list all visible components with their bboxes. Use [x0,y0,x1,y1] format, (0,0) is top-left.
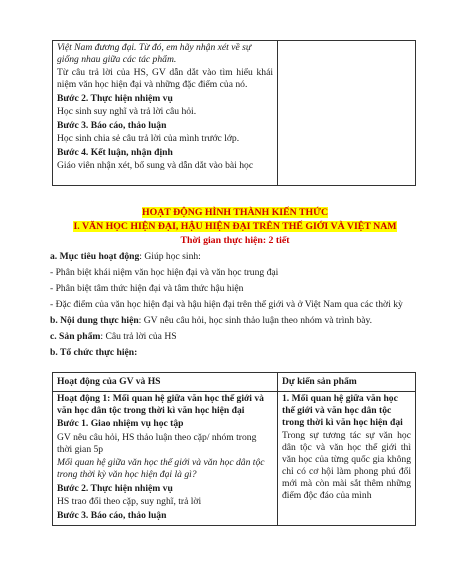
table-cell-right [278,41,416,186]
table-row [53,391,416,525]
bullet-item: - Phân biệt khái niệm văn học hiện đại và văn học trung đại [50,266,279,278]
product-title: 1. Mối quan hệ giữa văn học thế giới và văn học dân tộc trong thời kì văn học hiện đại [282,392,403,428]
step-1-text: GV nêu câu hỏi, HS thảo luận theo cặp/ nhóm trong thời gian 5p [57,431,257,455]
step-3-heading: Bước 3. Báo cáo, thảo luận [57,119,167,131]
table-row [53,41,416,186]
question-continued: Việt Nam đương đại. Từ đó, em hãy nhận xét về sự giống nhau giữa các tác phẩm. [57,42,252,65]
activity-title: Hoạt động 1: Mối quan hệ giữa văn học thế giới và văn học dân tộc trong thời kì văn học hiện đại [57,392,264,416]
step-4-text: Giáo viên nhận xét, bổ sung và dẫn dắt vào bài học [57,160,254,172]
activity-table [52,372,416,526]
table-cell-left [53,391,278,525]
discussion-question: Mối quan hệ giữa văn học thế giới và văn học dân tộc trong thời kỳ văn học hiện đại là gì? [57,457,265,481]
product-c: c. Sản phẩm: Câu trả lời của HS [50,330,177,342]
step-2-heading: Bước 2. Thực hiện nhiệm vụ [57,92,173,104]
bullet-item: - Đặc điểm của văn học hiện đại và hậu hiện đại trên thế giới và ở Việt Nam qua các thời kỳ [50,298,403,310]
step-2-heading: Bước 2. Thực hiện nhiệm vụ [57,482,173,494]
time-label: Thời gian thực hiện: 2 tiết [180,235,290,246]
product-text: Trong sự tương tác sự văn học dân tộc và văn học thế giới thì văn học của từng quốc gia không chỉ có cơ hội làm phong phú đổi mới mà còn mài sắt thêm những điểm độc đáo của mình [282,430,411,502]
step-4-heading: Bước 4. Kết luận, nhận định [57,146,173,158]
section-subheading: I. VĂN HỌC HIỆN ĐẠI, HẬU HIỆN ĐẠI TRÊN THẾ GIỚI VÀ VIỆT NAM [73,221,397,232]
organization-d: b. Tổ chức thực hiện: [50,346,138,358]
section-heading: HOẠT ĐỘNG HÌNH THÀNH KIẾN THỨC [141,207,329,218]
step-3-text: Học sinh chia sẻ câu trả lời của mình trước lớp. [57,133,240,145]
activity-table-continued [52,40,416,186]
table-cell-left [53,41,278,186]
table-cell-right [278,391,416,525]
step-1-heading: Bước 1. Giao nhiệm vụ học tập [57,418,184,430]
bullet-item: - Phân biệt tâm thức hiện đại và tâm thức hậu hiện [50,282,244,294]
column-header: Hoạt động của GV và HS [53,373,278,392]
step-3-heading: Bước 3. Báo cáo, thảo luận [57,509,167,521]
step-2-text: Học sinh suy nghĩ và trả lời câu hỏi. [57,106,197,118]
table-header-row [53,373,416,392]
teacher-lead-text: Từ câu trả lời của HS, GV dẫn dắt vào tìm hiểu khái niệm văn học hiện đại và những đặc điểm của nó. [57,67,273,91]
column-header: Dự kiến sản phẩm [278,373,416,392]
objectives-block [50,251,420,363]
content-b: b. Nội dung thực hiện: GV nêu câu hỏi, học sinh thảo luận theo nhóm và trình bày. [50,314,373,326]
step-2-text: HS trao đổi theo cặp, suy nghĩ, trả lời [57,496,202,508]
objective-a: a. Mục tiêu hoạt động: Giúp học sinh: [50,251,201,262]
